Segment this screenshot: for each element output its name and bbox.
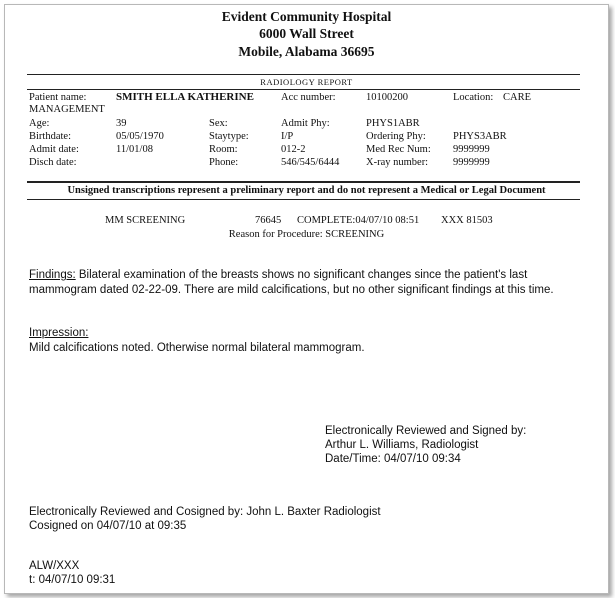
age-value: 39 (116, 118, 127, 129)
age-label: Age: (29, 118, 50, 129)
phone-value: 546/545/6444 (281, 157, 340, 168)
ordering-phy-value: PHYS3ABR (453, 131, 507, 142)
hospital-city: Mobile, Alabama 36695 (238, 44, 375, 59)
impression-text: Mild calcifications noted. Otherwise normal bilateral mammogram. (29, 342, 365, 354)
report-page (4, 4, 609, 594)
title-divider (27, 89, 580, 90)
location-value-continued: MANAGEMENT (29, 104, 105, 115)
footer-initials: ALW/XXX (29, 560, 80, 572)
procedure-status: COMPLETE:04/07/10 08:51 (297, 215, 420, 226)
disch-date-label: Disch date: (29, 157, 77, 168)
phone-label: Phone: (209, 157, 239, 168)
hospital-name: Evident Community Hospital (221, 9, 392, 24)
header-divider (27, 74, 580, 75)
room-value: 012-2 (281, 144, 306, 155)
footer-transcribed: t: 04/07/10 09:31 (29, 574, 116, 586)
ordering-phy-label: Ordering Phy: (366, 131, 426, 142)
signature-line-2: Arthur L. Williams, Radiologist (325, 439, 479, 451)
procedure-name: MM SCREENING (105, 215, 186, 226)
acc-number-label: Acc number: (281, 92, 336, 103)
med-rec-value: 9999999 (453, 144, 490, 155)
procedure-code: 76645 (255, 215, 282, 226)
procedure-reason: Reason for Procedure: SCREENING (228, 229, 385, 240)
location-value: CARE (503, 92, 532, 103)
disclaimer-top-rule (27, 181, 580, 183)
birthdate-value: 05/05/1970 (116, 131, 164, 142)
signature-line-3: Date/Time: 04/07/10 09:34 (325, 453, 461, 465)
xray-number-value: 9999999 (453, 157, 490, 168)
signature-line-1: Electronically Reviewed and Signed by: (325, 425, 527, 437)
disclaimer-text: Unsigned transcriptions represent a preliminary report and do not represent a Medical or Legal Document (67, 185, 546, 196)
findings-paragraph (29, 268, 594, 298)
acc-number-value: 10100200 (366, 92, 408, 103)
room-label: Room: (209, 144, 238, 155)
sex-label: Sex: (209, 118, 228, 129)
staytype-label: Staytype: (209, 131, 249, 142)
findings-label: Findings: (29, 269, 76, 281)
admit-phy-value: PHYS1ABR (366, 118, 420, 129)
xray-number-label: X-ray number: (366, 157, 429, 168)
impression-label: Impression: (29, 327, 89, 339)
admit-phy-label: Admit Phy: (281, 118, 330, 129)
findings-text: Bilateral examination of the breasts shows no significant changes since the patient's last mammogram dated 02-22-09. There are mild calcifications, but no other significant findings at this time. (29, 269, 554, 296)
staytype-value: I/P (281, 131, 294, 142)
patient-name-label: Patient name: (29, 92, 87, 103)
report-title: RADIOLOGY REPORT (260, 77, 353, 87)
cosign-line-1: Electronically Reviewed and Cosigned by: John L. Baxter Radiologist (29, 506, 381, 518)
location-label: Location: (453, 92, 494, 103)
procedure-ref: XXX 81503 (441, 215, 493, 226)
cosign-line-2: Cosigned on 04/07/10 at 09:35 (29, 520, 187, 532)
med-rec-label: Med Rec Num: (366, 144, 431, 155)
birthdate-label: Birthdate: (29, 131, 71, 142)
admit-date-label: Admit date: (29, 144, 79, 155)
patient-name-value: SMITH ELLA KATHERINE (116, 91, 254, 103)
disclaimer-bottom-rule (27, 199, 580, 200)
hospital-street: 6000 Wall Street (259, 26, 354, 41)
admit-date-value: 11/01/08 (116, 144, 153, 155)
